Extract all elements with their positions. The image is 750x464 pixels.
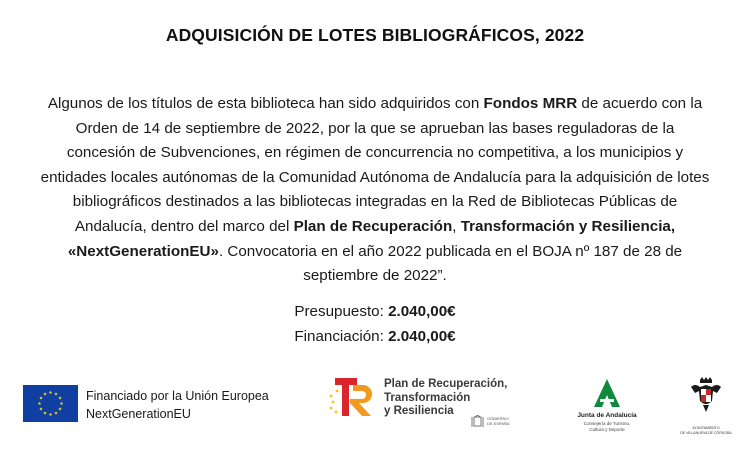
financing-value: 2.040,00€ — [388, 327, 456, 345]
prtr-line1: Plan de Recuperación, — [384, 378, 508, 390]
eu-line1: Financiado por la Unión Europea — [86, 389, 269, 403]
paragraph-text: Algunos de los títulos de esta biblioteca han sido adquiridos con — [47, 95, 484, 112]
prtr-logo-icon — [327, 376, 377, 418]
prtr-text — [384, 378, 507, 419]
amounts-block — [0, 300, 750, 349]
eu-flag-icon — [23, 385, 78, 422]
page-title: ADQUISICIÓN DE LOTES BIBLIOGRÁFICOS, 2022 — [165, 25, 585, 45]
paragraph-bold-transformacion: Transformación y Resiliencia, «NextGenerationEU» — [67, 217, 676, 260]
gobierno-line2: DE ESPAÑA — [487, 421, 510, 426]
financing-label: Financiación: — [294, 327, 389, 345]
junta-sub1: Consejería de Turismo, — [583, 421, 631, 426]
gobierno-line1: GOBIERNO — [487, 416, 509, 421]
junta-sub2: Cultura y Deporte — [589, 426, 625, 432]
junta-subtitle — [570, 421, 644, 432]
ayto-line2: DE VILLANUEVA DE CÓRDOBA — [680, 430, 732, 435]
financing-line — [0, 325, 750, 350]
gobierno-text — [487, 416, 510, 426]
paragraph-text: , — [452, 217, 461, 235]
spain-coat-of-arms-icon — [471, 414, 484, 430]
junta-andalucia-logo-icon — [592, 378, 622, 408]
paragraph-text: de acuerdo con la Orden de 14 de septiembre de 2022, por la que se aprueban las bases reguladoras de la concesión de Subvenciones, en régimen de concurrencia no competitiva, a los municipios y entidades locales autónomas de la Comunidad Autónoma de Andalucía para la adquisición de lotes bibliográficos destinados a las bibliotecas integradas en la Red de Bibliotecas Públicas de Andalucía, dentro del marco del — [40, 95, 710, 235]
budget-label: Presupuesto: — [294, 303, 389, 320]
prtr-line2: Transformación — [384, 391, 471, 404]
budget-value: 2.040,00€ — [388, 303, 456, 320]
ayuntamiento-text — [678, 426, 734, 435]
paragraph-text: . Convocatoria en el año 2022 publicada en el BOJA nº 187 de 28 de septiembre de 2022”. — [218, 242, 683, 285]
budget-line — [0, 300, 750, 325]
announcement-paragraph — [40, 92, 710, 289]
eu-funding-text — [86, 388, 269, 423]
prtr-line3: y Resiliencia — [384, 405, 454, 417]
junta-name: Junta de Andalucía — [577, 412, 637, 419]
paragraph-bold-plan: Plan de Recuperación — [293, 217, 453, 235]
ayuntamiento-coat-of-arms-icon — [689, 377, 723, 415]
eu-line2: NextGenerationEU — [86, 406, 191, 421]
paragraph-bold-fondos: Fondos MRR — [483, 95, 578, 112]
ayto-line1: AYUNTAMIENTO — [692, 426, 720, 430]
